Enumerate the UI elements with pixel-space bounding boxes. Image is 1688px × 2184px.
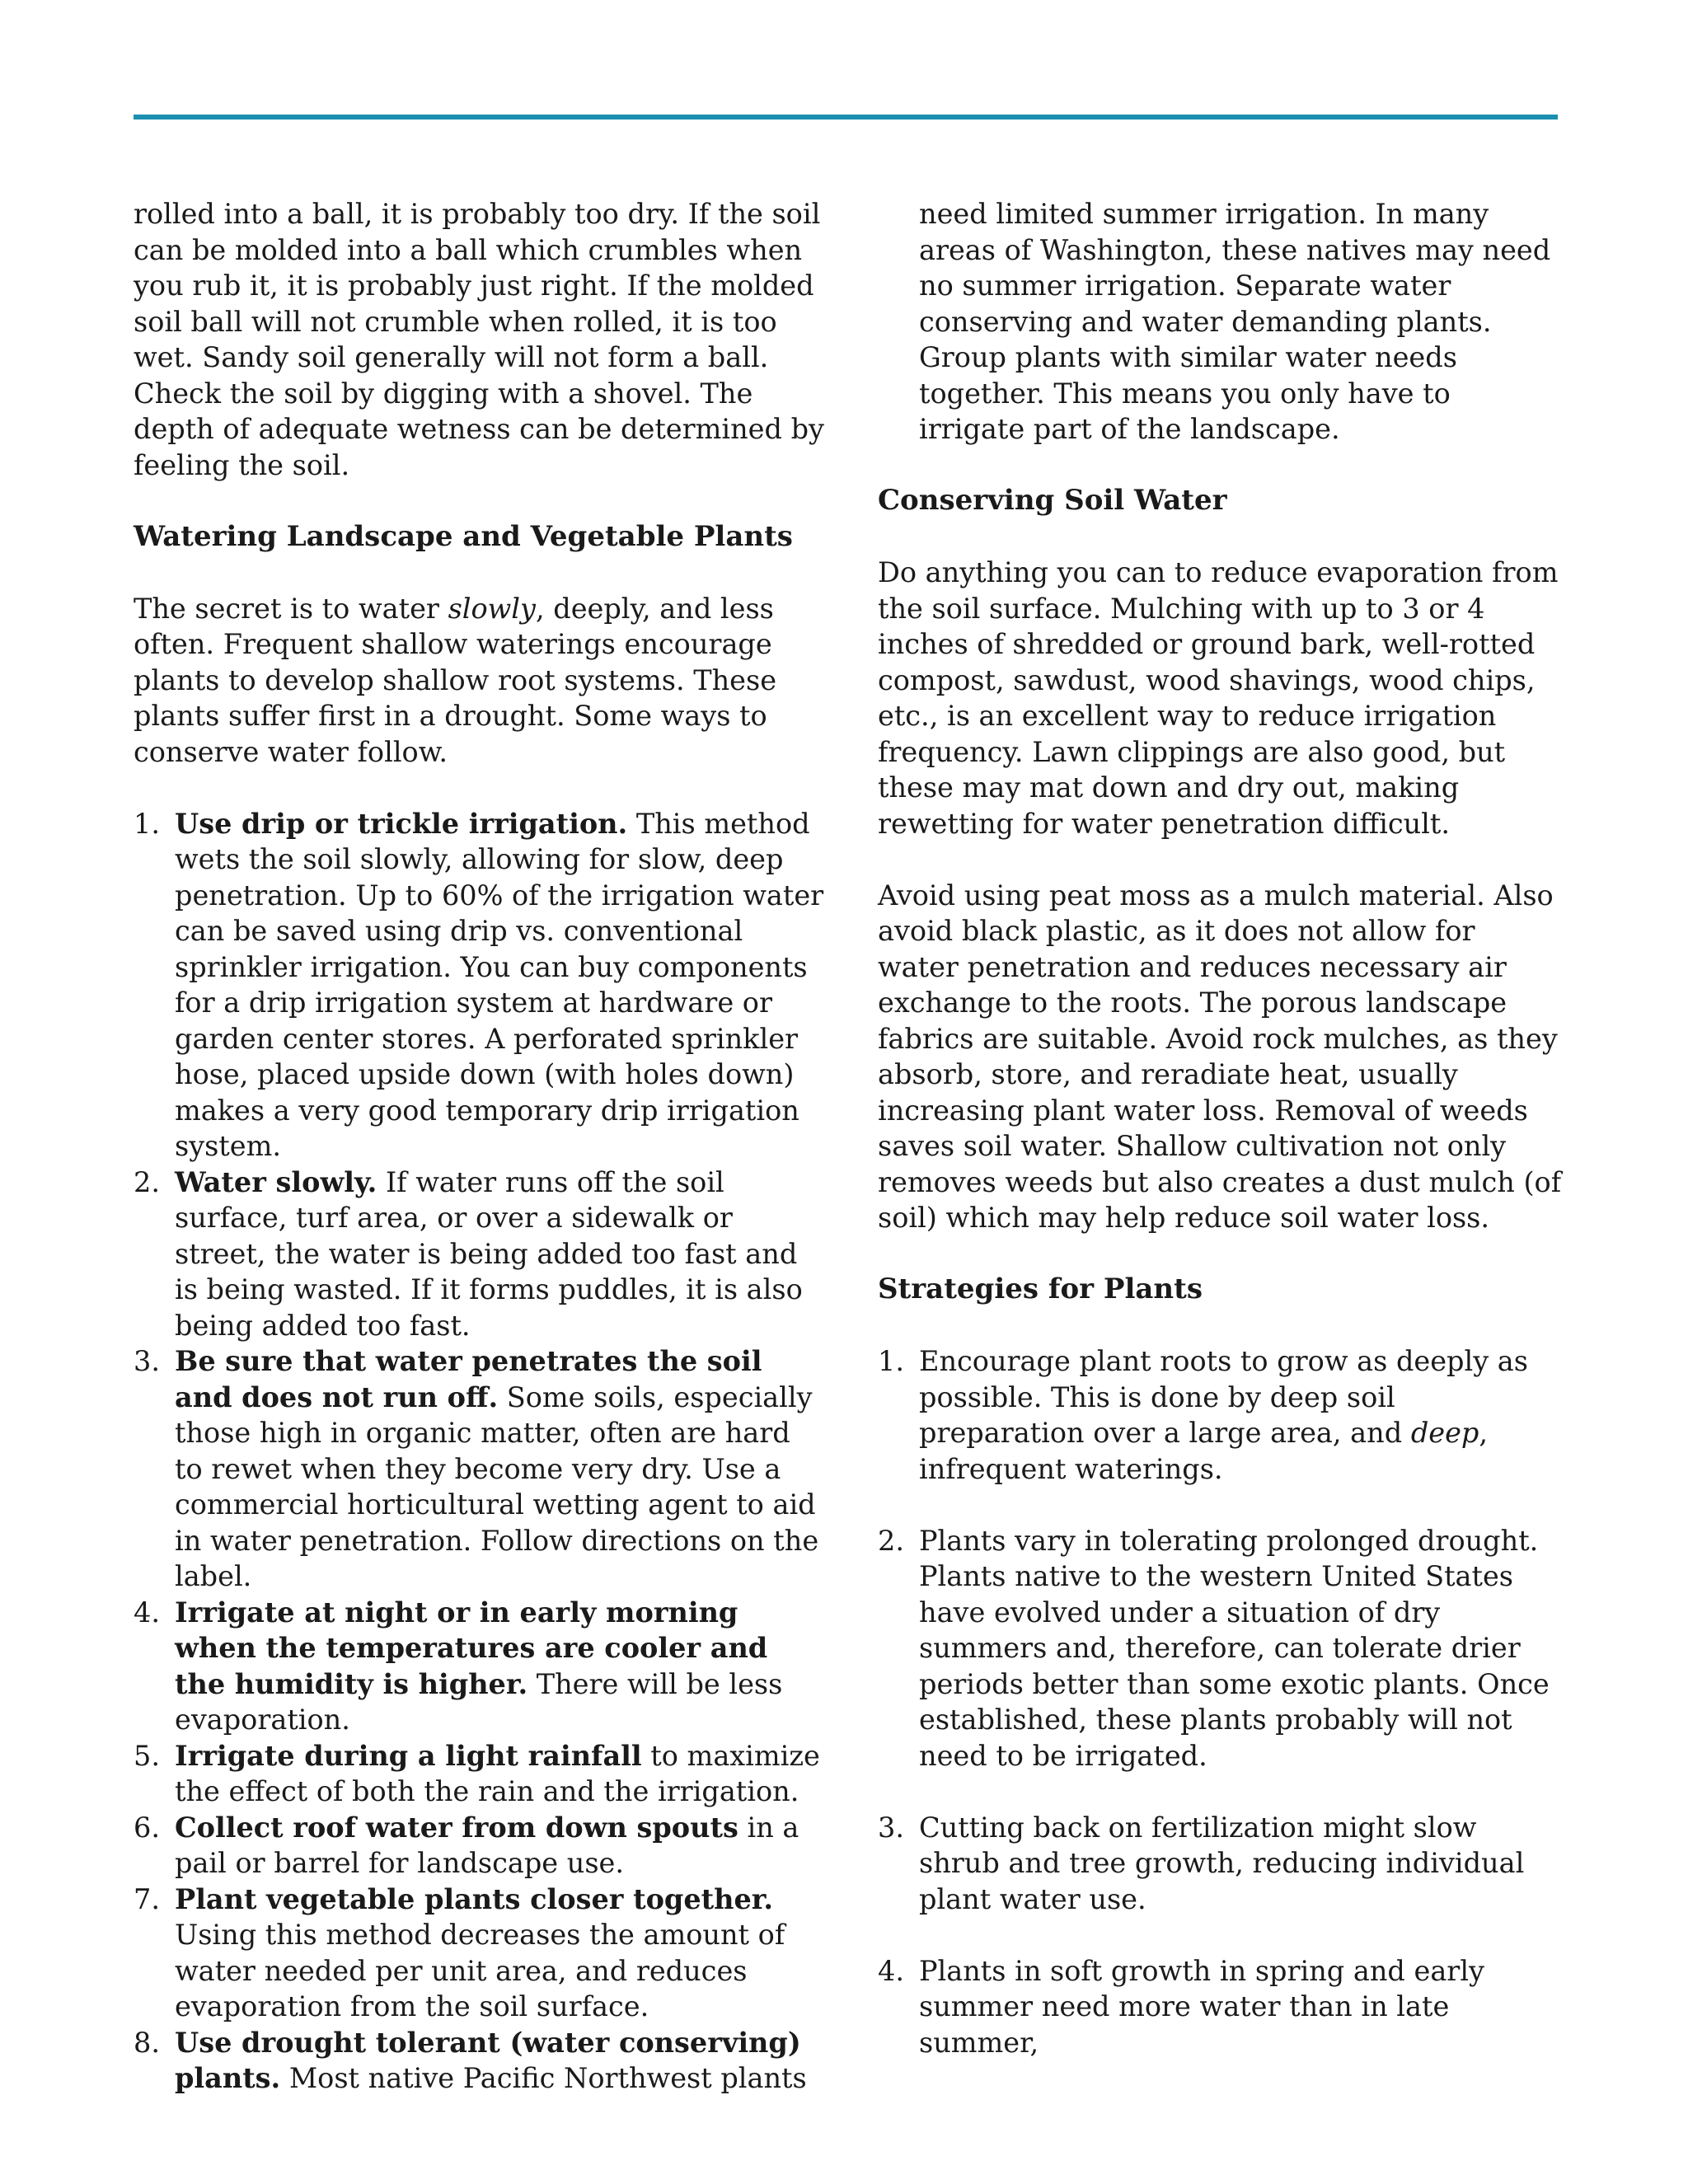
list-item — [878, 1810, 1562, 1918]
list-item — [134, 1165, 826, 1344]
secret-paragraph — [134, 591, 826, 771]
list-number: 8. — [134, 2026, 160, 2059]
list-item-lead: Be sure that water penetrates the soil and does not run off. — [175, 1345, 762, 1413]
list-item — [134, 2025, 826, 2097]
list-item-lead: Use drip or trickle irrigation. — [175, 807, 628, 840]
list-item — [878, 1523, 1562, 1774]
mulching-paragraph: Do anything you can to reduce evaporation from the soil surface. Mulching with up to 3 or 4 inches of shredded or ground bark, well-rotted compost, sawdust, wood shavings, wood chips, etc., is an excellent way to reduce irrigation frequency. Lawn clippings are also good, but these may mat down and dry out, making rewetting for water penetration difficult. — [878, 556, 1559, 840]
list-item — [134, 1343, 826, 1595]
list-number: 7. — [134, 1882, 160, 1915]
list-number: 6. — [134, 1811, 160, 1844]
list-item-text: Encourage plant roots to grow as deeply as possible. This is done by deep soil preparation over a large area, and — [919, 1345, 1528, 1449]
strategies-list — [878, 1343, 1562, 2060]
avoid-paragraph: Avoid using peat moss as a mulch material. Also avoid black plastic, as it does not allow for water penetration and reduces necessary air exchange to the roots. The porous landscape fabrics are suitable. Avoid rock mulches, as they absorb, store, and reradiate heat, usually increasing plant water loss. Removal of weeds saves soil water. Shallow cultivation not only removes weeds but also creates a dust mulch (of soil) which may help reduce soil water loss. — [878, 879, 1562, 1234]
list-number: 2. — [878, 1524, 904, 1557]
list-item — [134, 1810, 826, 1882]
list-item — [878, 1953, 1562, 2061]
right-column — [878, 196, 1562, 2097]
list-item — [878, 1343, 1562, 1487]
section-heading-strategies: Strategies for Plants — [878, 1272, 1203, 1305]
list-item-lead: Use drought tolerant (water conserving) plants. — [175, 2026, 801, 2094]
list-item-text: Plants vary in tolerating prolonged drought. Plants native to the western United States have evolved under a situation of dry summers and, therefore, can tolerate drier periods better than some exotic plants. Once established, these plants probably will not need to be irrigated. — [919, 1524, 1550, 1772]
list-number: 2. — [134, 1165, 160, 1198]
watering-list — [134, 806, 826, 2097]
list-number: 3. — [878, 1811, 904, 1844]
section-heading-conserving: Conserving Soil Water — [878, 484, 1227, 517]
list-item-text: to maximize the effect of both the rain and the irrigation. — [175, 1739, 820, 1807]
header-rule — [134, 115, 1558, 120]
list-item-lead: Irrigate during a light rainfall — [175, 1739, 642, 1772]
list-item-text: Cutting back on fertilization might slow shrub and tree growth, reducing individual plant water use. — [919, 1811, 1525, 1915]
list-item-text: If water runs off the soil surface, turf area, or over a sidewalk or street, the water is being added too fast and is being wasted. If it forms puddles, it is also being added too fast. — [175, 1165, 803, 1342]
secret-emphasis: slowly — [448, 592, 536, 625]
left-column — [134, 196, 826, 2097]
list-item — [134, 1738, 826, 1810]
list-item — [134, 1595, 826, 1738]
list-number: 1. — [878, 1345, 904, 1377]
list-number: 1. — [134, 807, 160, 840]
list-item-text: Using this method decreases the amount of water needed per unit area, and reduces evaporation from the soil surface. — [175, 1919, 785, 2022]
secret-text-b: , deeply, and less often. Frequent shallow waterings encourage plants to develop shallow root systems. These plants suffer first in a drought. Some ways to conserve water follow. — [134, 592, 777, 768]
list-number: 4. — [134, 1596, 160, 1629]
list-number: 4. — [878, 1954, 904, 1987]
list-item-text: There will be less evaporation. — [175, 1667, 783, 1736]
list-item-text: in a pail or barrel for landscape use. — [175, 1811, 799, 1879]
list-number: 3. — [134, 1345, 160, 1377]
continuation-paragraph: need limited summer irrigation. In many areas of Washington, these natives may need no summer irrigation. Separate water conserving and water demanding plants. Group plants with similar water needs together. This means you only have to irrigate part of the landscape. — [919, 198, 1551, 445]
list-item-emphasis: deep — [1410, 1417, 1479, 1449]
section-heading-watering: Watering Landscape and Vegetable Plants — [134, 519, 793, 553]
list-item-lead: Irrigate at night or in early morning when the temperatures are cooler and the humidity is higher. — [175, 1596, 768, 1700]
list-item-lead: Collect roof water from down spouts — [175, 1811, 738, 1844]
list-item — [134, 806, 826, 1165]
list-item-text: Most native Pacific Northwest plants — [280, 2062, 807, 2094]
list-item-lead: Plant vegetable plants closer together. — [175, 1882, 774, 1915]
intro-paragraph: rolled into a ball, it is probably too dry. If the soil can be molded into a ball which crumbles when you rub it, it is probably just right. If the molded soil ball will not crumble when rolled, it is too wet. Sandy soil generally will not form a ball. Check the soil by digging with a shovel. The depth of adequate wetness can be determined by feeling the soil. — [134, 198, 824, 481]
list-item-text: , infrequent waterings. — [919, 1417, 1489, 1485]
list-item-text: This method wets the soil slowly, allowing for slow, deep penetration. Up to 60% of the irrigation water can be saved using drip vs. conventional sprinkler irrigation. You can buy components for a drip irrigation system at hardware or garden center stores. A perforated sprinkler hose, placed upside down (with holes down) makes a very good temporary drip irrigation system. — [175, 807, 824, 1162]
list-item-text: Some soils, especially those high in organic matter, often are hard to rewet when they become very dry. Use a commercial horticultural wetting agent to aid in water penetration. Follow directions on the label. — [175, 1380, 819, 1592]
list-item-text: Plants in soft growth in spring and early summer need more water than in late summer, — [919, 1954, 1484, 2059]
list-item — [134, 1882, 826, 2025]
secret-text-a: The secret is to water — [134, 592, 448, 625]
list-item-lead: Water slowly. — [175, 1165, 377, 1198]
list-number: 5. — [134, 1739, 160, 1772]
